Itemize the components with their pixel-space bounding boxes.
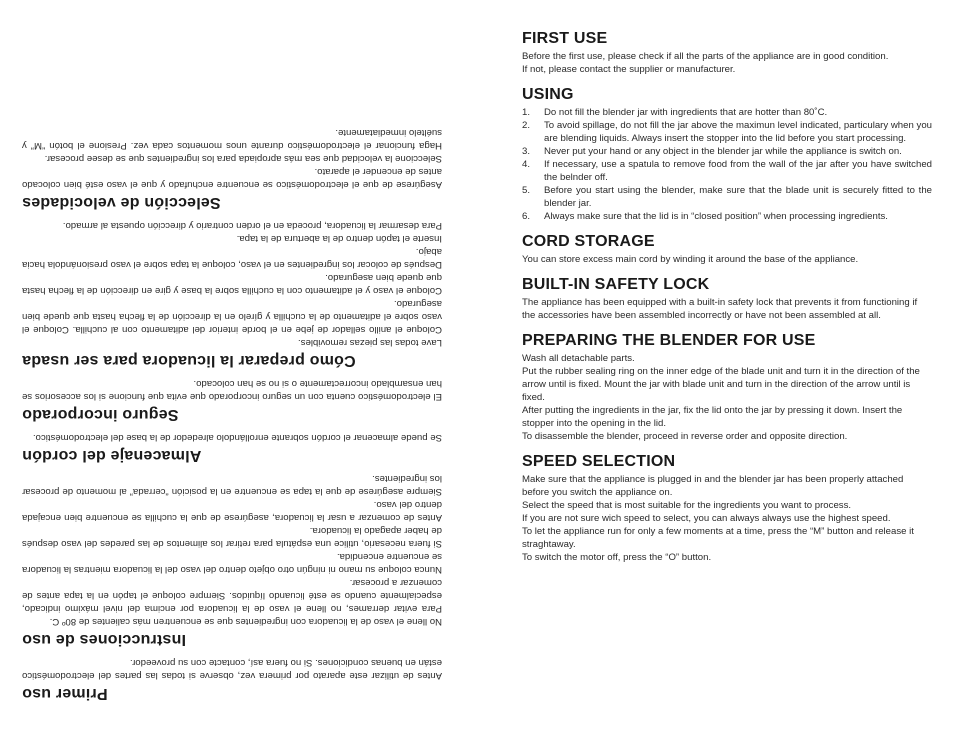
section-title: BUILT-IN SAFETY LOCK [522, 276, 710, 293]
paragraph: Haga funcionar el electrodoméstico durante unos momentos cada vez. Presione el botón “M” y suéltelo inmediatamente. [22, 127, 442, 151]
paragraph: After putting the ingredients in the jar, fix the lid onto the jar by pressing it down. Insert the stopper into the opening in the lid. [522, 405, 903, 429]
paragraph: Antes de comenzar a usar la licuadora, asegúrese de que la cuchilla se encuentre bien encajada dentro del vaso. [22, 499, 442, 523]
paragraph: Para evitar derrames, no llene el vaso de la licuadora por encima del nivel máximo indicado, especialmente cuando se esté licuando líquidos. Siempre coloque el tapón en la tapa antes de comenzar a procesar. [22, 577, 442, 614]
item-number: 5. [522, 185, 531, 196]
item-number: 2. [522, 120, 531, 131]
item-text: If necessary, use a spatula to remove food from the wall of the jar after you have switched the belnder off. [544, 159, 932, 183]
section-primer-uso [22, 656, 442, 702]
section-title: FIRST USE [522, 30, 608, 47]
paragraph: To let the appliance run for only a few moments at a time, press the “M” button and release it straghtaway. [522, 526, 914, 550]
paragraph: If you are not sure wich speed to select, you can always always use the highest speed. [522, 513, 891, 524]
paragraph: Coloque el vaso y el aditamento con la cuchilla sobre la base y gire en dirección de la flecha hasta que quede bien asegurado. [22, 272, 442, 296]
paragraph: Make sure that the appliance is plugged in and the blender jar has been properly attached before you switch the appliance on. [522, 474, 904, 498]
paragraph: If not, please contact the supplier or manufacturer. [522, 64, 736, 75]
item-text: To avoid spillage, do not fill the jar above the maximun level indicated, particulary when you are blending liquids. Always insert the stopper into the lid before you start processing. [544, 120, 932, 144]
section-speed [522, 453, 932, 564]
item-text: Never put your hand or any object in the blender jar while the appliance is switch on. [544, 146, 902, 157]
paragraph: Antes de utilizar este aparato por primera vez, observe si todas las partes del electrodoméstico están en buenas condiciones. Si no fuera así, contacte con su proveedor. [22, 657, 442, 681]
section-title: Instrucciones de uso [22, 631, 187, 648]
list-item [522, 210, 932, 223]
section-safety-lock [522, 276, 932, 322]
paragraph: Coloque el anillo sellador de jebe en el borde interior del aditamento con al cuchilla. Coloque el vaso sobre el aditamento de la cuchilla y gírelo en la dirección de la flecha hasta que quede bien asegurado. [22, 298, 442, 335]
paragraph: Siempre asegúrese de que la tapa se encuentre en la posición “cerrada” al momento de procesar los ingredientes. [22, 473, 442, 497]
list-item [522, 184, 932, 210]
section-preparar [22, 219, 442, 369]
section-first-use [522, 30, 932, 76]
paragraph: Wash all detachable parts. [522, 353, 635, 364]
item-text: Do not fill the blender jar with ingredients that are hotter than 80˚C. [544, 107, 828, 118]
paragraph: Select the speed that is most suitable for the ingredients you want to process. [522, 500, 852, 511]
section-title: Almacenaje del cordón [22, 447, 202, 464]
section-velocidades [22, 126, 442, 211]
paragraph: Nunca coloque su mano ni ningún otro objeto dentro del vaso del la licuadora mientras la licuadora se encuentre encendida. [22, 551, 442, 575]
section-preparing [522, 332, 932, 443]
paragraph: Para desarmar la licuadora, proceda en el orden contrario y dirección opuesta al armado. [62, 220, 442, 231]
paragraph: You can store excess main cord by winding it around the base of the appliance. [522, 254, 859, 265]
english-column [522, 30, 932, 574]
section-cord-storage [522, 233, 932, 266]
list-item [522, 106, 932, 119]
paragraph: Before the first use, please check if all the parts of the appliance are in good condition. [522, 51, 889, 62]
item-number: 3. [522, 146, 531, 157]
section-title: CORD STORAGE [522, 233, 655, 250]
paragraph: Se puede almacenar el cordón sobrante enrollándolo alrededor de la base del electrodoméstico. [32, 432, 442, 443]
spanish-column [22, 22, 442, 702]
list-item [522, 119, 932, 145]
section-title: Primer uso [22, 685, 108, 702]
paragraph: El electrodoméstico cuenta con un seguro incorporado que evita que funcione si los accesorios se han ensamblado incorrectamente o si no se han colocado. [22, 378, 442, 402]
section-seguro [22, 377, 442, 423]
section-title: Cómo preparar la licuadora para ser usada [22, 352, 356, 369]
paragraph: No llene el vaso de la licuadora con ingredientes que se encuentren más calientes de 80º C. [49, 616, 442, 627]
section-title: SPEED SELECTION [522, 453, 676, 470]
paragraph: Seleccione la velocidad que sea más apropiada para los ingredientes que se desee procesar. [44, 153, 442, 164]
paragraph: Inserte el tapón dentro de la abertura de la tapa. [236, 233, 442, 244]
section-almacenaje [22, 431, 442, 464]
paragraph: Put the rubber sealing ring on the inner edge of the blade unit and turn it in the direction of the arrow until is fixed. Mount the jar with blade unit and turn in the direction of the arrow until is fixed. [522, 366, 920, 403]
item-number: 4. [522, 159, 531, 170]
item-text: Always make sure that the lid is in “closed position” when processing ingredients. [544, 211, 888, 222]
section-using [522, 86, 932, 223]
using-list [522, 106, 932, 223]
item-number: 6. [522, 211, 531, 222]
section-title: Selección de velocidades [22, 194, 221, 211]
paragraph: Lave todas las piezas removibles. [298, 337, 442, 348]
paragraph: To switch the motor off, press the “O” button. [522, 552, 712, 563]
section-title: Seguro incorporado [22, 406, 179, 423]
paragraph: The appliance has been equipped with a built-in safety lock that prevents it from functioning if the accessories have been assembled incorrectly or have not been assembled at all. [522, 297, 918, 321]
list-item [522, 145, 932, 158]
item-text: Before you start using the blender, make sure that the blade unit is securely fitted to the blender jar. [544, 185, 932, 209]
paragraph: Si fuera necesario, utilice una espátula para retirar los alimentos de las paredes del vaso después de haber apagado la licuadora. [22, 525, 442, 549]
section-title: PREPARING THE BLENDER FOR USE [522, 332, 816, 349]
section-title: USING [522, 86, 574, 103]
paragraph: To disassemble the blender, proceed in reverse order and opposite direction. [522, 431, 848, 442]
section-instrucciones [22, 472, 442, 648]
paragraph: Asegúrese de que el electrodoméstico se encuentre enchufado y que el vaso esté bien colocado antes de encender el aparato. [22, 166, 442, 190]
list-item [522, 158, 932, 184]
item-number: 1. [522, 107, 531, 118]
paragraph: Después de colocar los ingredientes en el vaso, coloque la tapa sobre el vaso presionándola hacia abajo. [22, 246, 442, 270]
